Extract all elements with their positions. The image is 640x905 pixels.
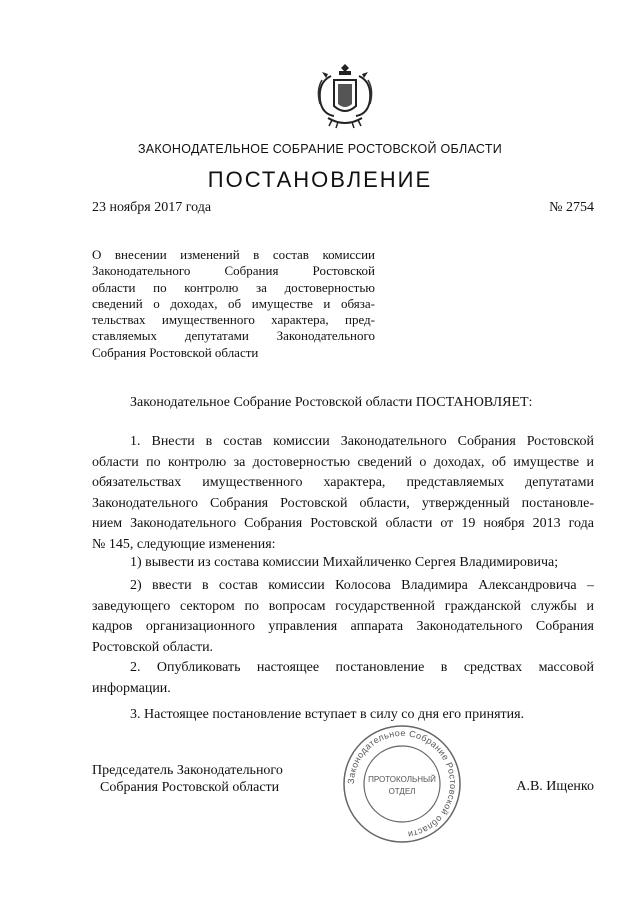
item-1-line: обязательствах имущественного характера, представляемых депутатами bbox=[92, 475, 594, 490]
subject-line: О внесении изменений в состав комиссии bbox=[92, 247, 375, 262]
sub-item-2-line: кадров организационного управления аппарата Законодательного Собрания bbox=[92, 619, 594, 634]
subject-line: Собрания Ростовской области bbox=[92, 344, 259, 360]
sub-item-1-line: 1) вывести из состава комиссии Михайличенко Сергея Владимировича; bbox=[130, 555, 559, 570]
sub-item-2-line: заведующего сектором по вопросам государственной гражданской службы и bbox=[92, 598, 594, 614]
subject-line: ставляемых депутатами Законодательного bbox=[92, 328, 375, 344]
signer-name: А.В. Ищенко bbox=[516, 779, 594, 794]
item-1-line: 1. Внести в состав комиссии Законодательного Собрания Ростовской bbox=[130, 434, 594, 449]
subject-line: Законодательного Собрания Ростовской bbox=[92, 263, 375, 279]
subject-block bbox=[92, 247, 375, 361]
official-stamp bbox=[340, 722, 464, 846]
item-1-line: области по контролю за достоверностью сведений о доходах, об имуществе и bbox=[92, 454, 594, 470]
item-1 bbox=[92, 432, 594, 555]
item-3-line: 3. Настоящее постановление вступает в силу со дня его принятия. bbox=[130, 707, 525, 722]
sub-item-2-line: 2) ввести в состав комиссии Колосова Владимира Александровича – bbox=[130, 578, 594, 593]
organization-name: ЗАКОНОДАТЕЛЬНОЕ СОБРАНИЕ РОСТОВСКОЙ ОБЛАСТИ bbox=[137, 142, 503, 156]
item-2-line: 2. Опубликовать настоящее постановление в средствах массовой bbox=[130, 660, 594, 675]
document-number: № 2754 bbox=[549, 200, 594, 215]
document-date: 23 ноября 2017 года bbox=[92, 200, 212, 215]
sub-item-1 bbox=[92, 553, 594, 574]
signer-title-line-1: Председатель Законодательного bbox=[92, 763, 283, 778]
resolve-statement: Законодательное Собрание Ростовской области ПОСТАНОВЛЯЕТ: bbox=[130, 395, 533, 410]
sub-item-2-line: Ростовской области. bbox=[92, 639, 214, 655]
stamp-center-line-2: ОТДЕЛ bbox=[388, 787, 416, 796]
stamp-center-line-1: ПРОТОКОЛЬНЫЙ bbox=[368, 775, 436, 784]
subject-line: области по контролю за достоверностью bbox=[92, 279, 375, 295]
item-1-line: Законодательного Собрания Ростовской области, утвержденный постановле- bbox=[92, 495, 594, 511]
signer-title bbox=[92, 762, 283, 796]
subject-line: тельствах имущественного характера, пред- bbox=[92, 312, 375, 328]
document-type: ПОСТАНОВЛЕНИЕ bbox=[207, 167, 433, 192]
stamp-ring-text: Законодательное Собрание Ростовской области bbox=[345, 727, 459, 840]
signer-title-line-2: Собрания Ростовской области bbox=[100, 780, 280, 795]
item-1-line: нием Законодательного Собрания Ростовской области от 19 ноября 2013 года bbox=[92, 516, 594, 531]
item-1-line: № 145, следующие изменения: bbox=[92, 536, 276, 552]
item-2-line: информации. bbox=[92, 680, 171, 696]
item-2 bbox=[92, 658, 594, 699]
coat-of-arms-emblem bbox=[308, 60, 382, 130]
sub-item-2 bbox=[92, 576, 594, 658]
subject-line: сведений о доходах, об имуществе и обяза- bbox=[92, 295, 375, 311]
